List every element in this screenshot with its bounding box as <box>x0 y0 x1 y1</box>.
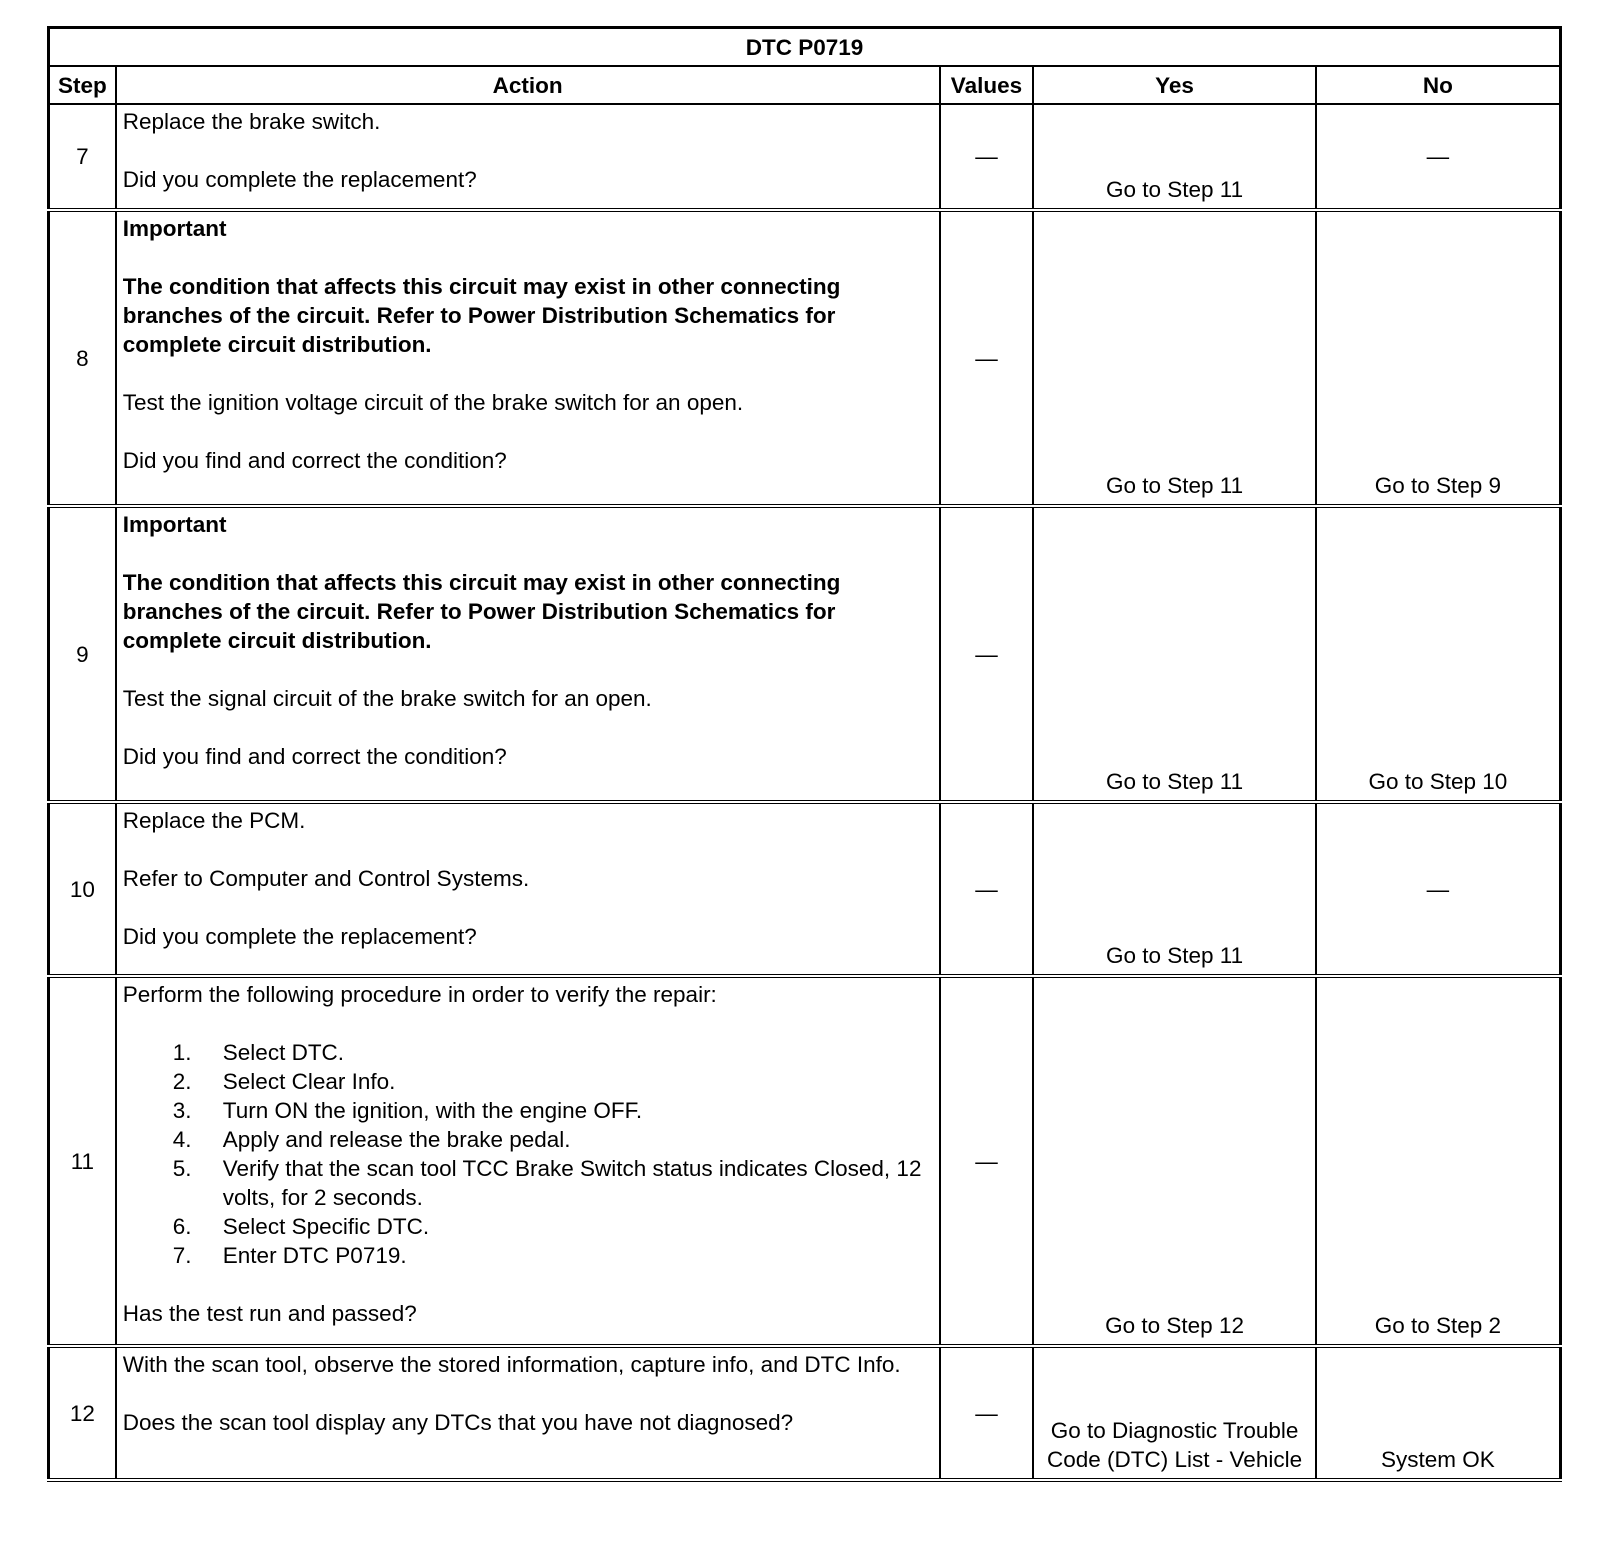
no-cell: — <box>1316 802 1561 976</box>
important-heading: Important <box>122 216 227 241</box>
header-yes: Yes <box>1033 66 1315 104</box>
action-cell <box>116 976 940 1346</box>
step-number: 7 <box>49 104 116 210</box>
table-title: DTC P0719 <box>49 28 1561 67</box>
values-cell: — <box>940 976 1034 1346</box>
yes-cell: Go to Step 11 <box>1033 802 1315 976</box>
yes-cell: Go to Step 11 <box>1033 104 1315 210</box>
action-question: Did you complete the replacement? <box>122 167 477 192</box>
action-question: Did you find and correct the condition? <box>122 744 507 769</box>
important-note: The condition that affects this circuit may exist in other connecting branches of the circuit. Refer to Power Distribution Schematics for complete circuit distribution. <box>122 570 841 653</box>
action-cell <box>116 506 940 802</box>
action-cell <box>116 210 940 506</box>
no-cell: Go to Step 2 <box>1316 976 1561 1346</box>
values-cell: — <box>940 1346 1034 1480</box>
action-cell <box>116 104 940 210</box>
step-number: 10 <box>49 802 116 976</box>
list-item: 1. Select DTC. <box>172 1040 345 1065</box>
no-cell: System OK <box>1316 1346 1561 1480</box>
list-item: 7. Enter DTC P0719. <box>172 1243 407 1268</box>
important-heading: Important <box>122 512 227 537</box>
no-cell: — <box>1316 104 1561 210</box>
yes-cell: Go to Diagnostic Trouble Code (DTC) List - Vehicle <box>1033 1346 1315 1480</box>
action-cell <box>116 802 940 976</box>
values-cell: — <box>940 104 1034 210</box>
yes-cell: Go to Step 11 <box>1033 506 1315 802</box>
header-no: No <box>1316 66 1561 104</box>
values-cell: — <box>940 210 1034 506</box>
action-cell <box>116 1346 940 1480</box>
list-item: 2. Select Clear Info. <box>172 1069 396 1094</box>
header-values: Values <box>940 66 1034 104</box>
document-page <box>47 26 1562 1482</box>
yes-cell: Go to Step 12 <box>1033 976 1315 1346</box>
table-row <box>49 802 1561 976</box>
action-text: Replace the brake switch. <box>122 109 381 134</box>
list-item: 5. Verify that the scan tool TCC Brake Switch status indicates Closed, 12 volts, for 2 seconds. <box>172 1156 922 1210</box>
table-row <box>49 1346 1561 1480</box>
table-row <box>49 104 1561 210</box>
yes-cell: Go to Step 11 <box>1033 210 1315 506</box>
values-cell: — <box>940 802 1034 976</box>
step-number: 8 <box>49 210 116 506</box>
action-reference: Refer to Computer and Control Systems. <box>122 866 530 891</box>
values-cell: — <box>940 506 1034 802</box>
action-text: Test the signal circuit of the brake switch for an open. <box>122 686 652 711</box>
table-row <box>49 210 1561 506</box>
action-question: Did you find and correct the condition? <box>122 448 507 473</box>
table-row <box>49 976 1561 1346</box>
dtc-table <box>47 26 1562 1482</box>
table-row <box>49 506 1561 802</box>
header-step: Step <box>49 66 116 104</box>
action-question: Has the test run and passed? <box>122 1301 417 1326</box>
list-item: 3. Turn ON the ignition, with the engine OFF. <box>172 1098 643 1123</box>
action-text: With the scan tool, observe the stored information, capture info, and DTC Info. <box>122 1352 901 1377</box>
list-item: 4. Apply and release the brake pedal. <box>172 1127 571 1152</box>
header-action: Action <box>116 66 940 104</box>
step-number: 11 <box>49 976 116 1346</box>
action-question: Does the scan tool display any DTCs that you have not diagnosed? <box>122 1410 794 1435</box>
action-text: Test the ignition voltage circuit of the brake switch for an open. <box>122 390 744 415</box>
procedure-list <box>123 1038 933 1270</box>
no-cell: Go to Step 10 <box>1316 506 1561 802</box>
step-number: 12 <box>49 1346 116 1480</box>
action-text: Replace the PCM. <box>122 808 306 833</box>
action-question: Did you complete the replacement? <box>122 924 477 949</box>
no-cell: Go to Step 9 <box>1316 210 1561 506</box>
important-note: The condition that affects this circuit may exist in other connecting branches of the circuit. Refer to Power Distribution Schematics for complete circuit distribution. <box>122 274 841 357</box>
step-number: 9 <box>49 506 116 802</box>
list-item: 6. Select Specific DTC. <box>172 1214 430 1239</box>
action-text: Perform the following procedure in order to verify the repair: <box>122 982 717 1007</box>
